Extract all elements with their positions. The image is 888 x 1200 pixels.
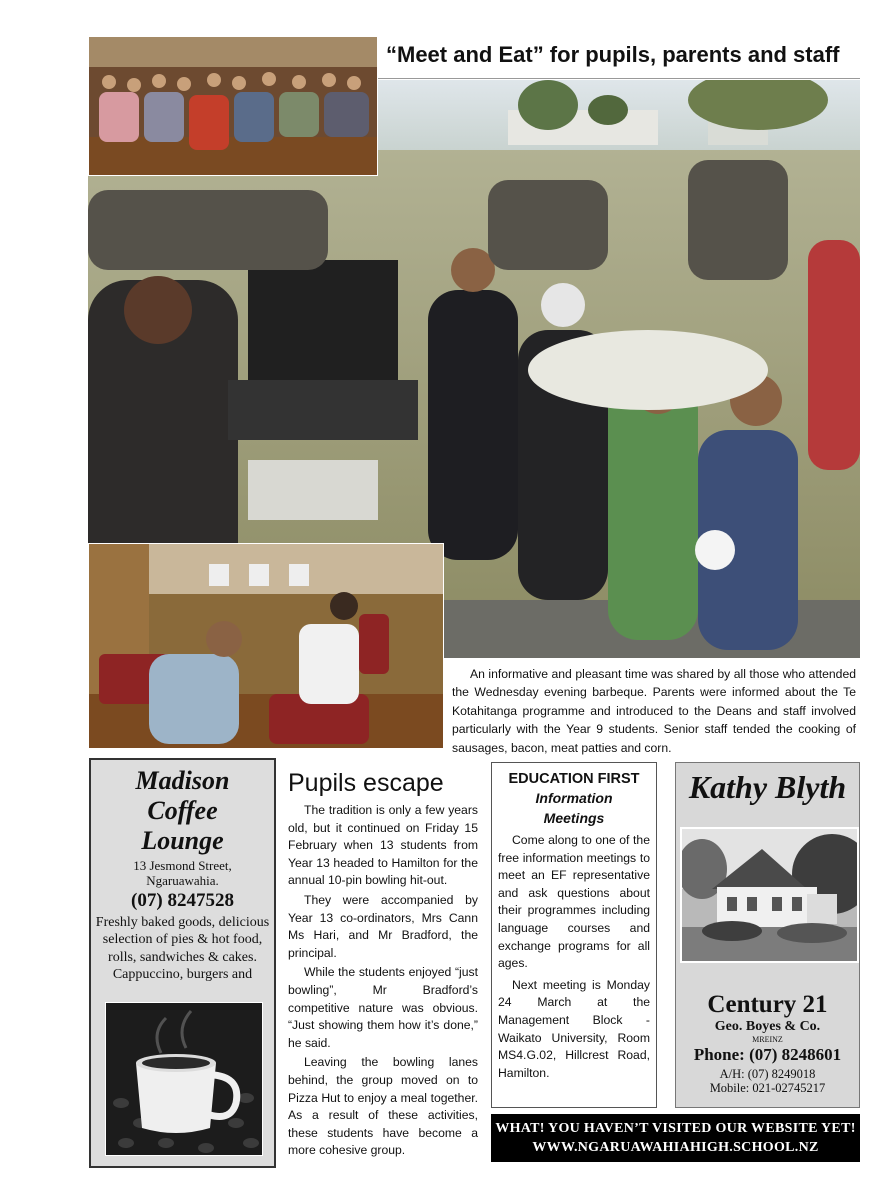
- madison-name: [91, 766, 274, 856]
- article-paragraph: They were accompanied by Year 13 co-ordinators, Mrs Cann Ms Hari, and Mr Bradford, the principal.: [288, 892, 478, 960]
- banner-url[interactable]: WWW.NGARUAWAHIAHIGH.SCHOOL.NZ: [532, 1140, 819, 1155]
- education-first-box: [491, 762, 657, 1108]
- madison-address: [91, 858, 274, 888]
- edu-paragraph-2: Next meeting is Monday 24 March at the Management Block - Waikato University, Room MS4.G.02, Hillcrest Road, Hamilton.: [498, 977, 650, 1080]
- madison-name-line1: Madison: [135, 766, 230, 795]
- madison-name-line2: Coffee: [147, 796, 218, 825]
- edu-title: EDUCATION FIRST: [508, 771, 640, 787]
- madison-coffee-ad: [89, 758, 276, 1168]
- madison-address-line2: Ngaruawahia.: [146, 873, 219, 888]
- kathy-blyth-ad: [675, 762, 860, 1108]
- kathy-phone: Phone: (07) 8248601: [693, 1045, 842, 1064]
- hall-seating-photo: [88, 543, 444, 749]
- banner-line1: WHAT! YOU HAVEN’T VISITED OUR WEBSITE YET!: [495, 1121, 856, 1136]
- kathy-mobile: Mobile: 021-02745217: [709, 1081, 826, 1095]
- edu-subtitle: [498, 788, 650, 828]
- article-paragraph: The tradition is only a few years old, but it continued on Friday 15 February when 13 students from Year 13 headed to Hamilton for the annual 10-pin bowling hit-out.: [288, 803, 478, 888]
- kathy-mreinz: MREINZ: [752, 1035, 783, 1044]
- article-paragraph: While the students enjoyed “just bowling”, Mr Bradford’s competitive nature was obvious. “Just showing them how it’s done,” he said.: [288, 965, 478, 1050]
- article-paragraph: Leaving the bowling lanes behind, the group moved on to Pizza Hut to enjoy a meal together. As a result of these activities, these students have become a more cohesive group.: [288, 1055, 478, 1158]
- madison-description: Freshly baked goods, delicious selection of pies & hot food, rolls, sandwiches & cakes. Cappuccino, burgers and: [95, 915, 270, 983]
- edu-subtitle-line1: Information: [535, 790, 613, 806]
- photo-caption: An informative and pleasant time was shared by all those who attended the Wednesday evening barbeque. Parents were informed about the Te Kotahitanga programme and introduced to the Deans and staff involved particularly with the Year 9 students. Senior staff tended the cooking of sausages, bacon, meat patties and corn.: [452, 667, 856, 755]
- house-photo: [680, 827, 859, 963]
- article-body: [288, 802, 478, 1162]
- kathy-company: Century 21: [707, 991, 828, 1018]
- article-title: Pupils escape: [288, 769, 444, 797]
- edu-paragraph-1: Come along to one of the free information meetings to meet an EF representative and ask questions about their programmes including language courses and exchange programs for all ages.: [498, 833, 650, 971]
- madison-phone: (07) 8247528: [131, 890, 234, 911]
- kathy-company-sub: Geo. Boyes & Co.: [714, 1019, 821, 1034]
- kathy-name: Kathy Blyth: [688, 769, 847, 805]
- headline-divider: [378, 78, 860, 79]
- coffee-cup-photo: [105, 1002, 263, 1156]
- page-headline: “Meet and Eat” for pupils, parents and staff: [386, 42, 840, 67]
- madison-address-line1: 13 Jesmond Street,: [133, 858, 232, 873]
- kathy-after-hours: A/H: (07) 8249018: [719, 1067, 816, 1081]
- website-banner: [491, 1114, 860, 1162]
- edu-subtitle-line2: Meetings: [543, 810, 605, 826]
- hall-audience-photo: [88, 36, 378, 176]
- madison-name-line3: Lounge: [141, 826, 224, 855]
